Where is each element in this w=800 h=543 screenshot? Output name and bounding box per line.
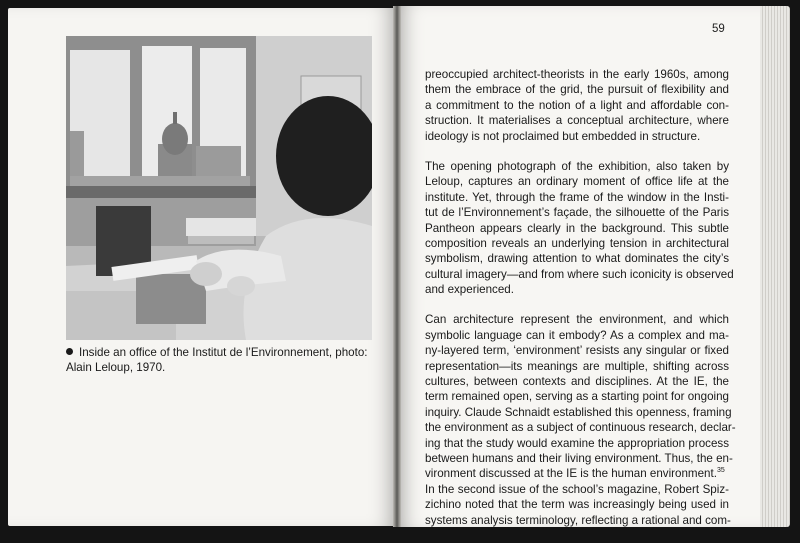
- text-line: In the second issue of the school’s magazine, Robert Spiz-: [425, 482, 729, 496]
- page-edges: [760, 6, 790, 527]
- text-line: struction. It materialises a conceptual architecture, where: [425, 114, 729, 128]
- text-line-content: vironment discussed at the IE is the human environment.: [425, 467, 717, 481]
- text-line: symbolic language can it embody? As a complex and ma-: [425, 328, 729, 342]
- caption-line: Inside an office of the Institut de l’Environnement, photo:: [79, 346, 368, 359]
- text-line: Can architecture represent the environment, and which: [425, 313, 729, 327]
- paragraph: [425, 312, 736, 527]
- text-line: composition reveals an underlying tension in architectural: [425, 236, 729, 250]
- text-line: systems analysis terminology, reflecting a rational and com-: [425, 513, 731, 527]
- text-line: institute. Yet, through the frame of the window in the Insti-: [425, 190, 729, 204]
- photo-caption: [66, 345, 378, 375]
- text-line: Pantheon appears clearly in the background. This subtle: [425, 221, 729, 235]
- text-line: them the embrace of the grid, the pursuit of flexibility and: [425, 83, 729, 97]
- body-text: [425, 67, 736, 543]
- text-line: Leloup, captures an ordinary moment of office life at the: [425, 175, 729, 189]
- text-line: ny-layered term, ‘environment’ resists any singular or fixed: [425, 344, 729, 358]
- text-line: term remained open, serving as a starting point for ongoing: [425, 390, 729, 404]
- caption-line: Alain Leloup, 1970.: [66, 361, 166, 374]
- text-line: The opening photograph of the exhibition, also taken by: [425, 159, 729, 173]
- text-line: symbolism, drawing attention to what dominates the city’s: [425, 252, 729, 266]
- text-line: the environment as a subject of continuous research, declar-: [425, 421, 736, 435]
- text-line: preoccupied architect-theorists in the early 1960s, among: [425, 68, 729, 81]
- text-line: tut de l’Environnement’s façade, the silhouette of the Paris: [425, 206, 729, 220]
- text-line: cultural imagery—and from where such iconicity is observed: [425, 267, 734, 281]
- text-line: representation—its meanings are multiple, shifting across: [425, 359, 729, 373]
- text-line: inquiry. Claude Schnaidt established this openness, framing: [425, 405, 732, 419]
- paragraph: [425, 159, 734, 298]
- footnote-reference: 35: [716, 467, 725, 475]
- paragraph: [425, 67, 729, 144]
- text-line: ideology is not proclaimed but embedded in structure.: [425, 129, 701, 143]
- page-number: 59: [712, 23, 725, 35]
- office-photograph: [66, 36, 372, 340]
- text-line: ing that the study would examine the appropriation process: [425, 436, 729, 450]
- text-line: zichino noted that the term was increasingly being used in: [425, 498, 729, 512]
- book-gutter: [393, 6, 401, 527]
- text-line: a commitment to the notion of a light and affordable con-: [425, 98, 729, 112]
- text-line: [425, 466, 729, 481]
- text-line: cultures, between contexts and disciplines. At the IE, the: [425, 375, 729, 389]
- text-line: between humans and their living environment. Thus, the en-: [425, 451, 733, 465]
- bullet-icon: [66, 348, 73, 355]
- text-line: and experienced.: [425, 283, 514, 297]
